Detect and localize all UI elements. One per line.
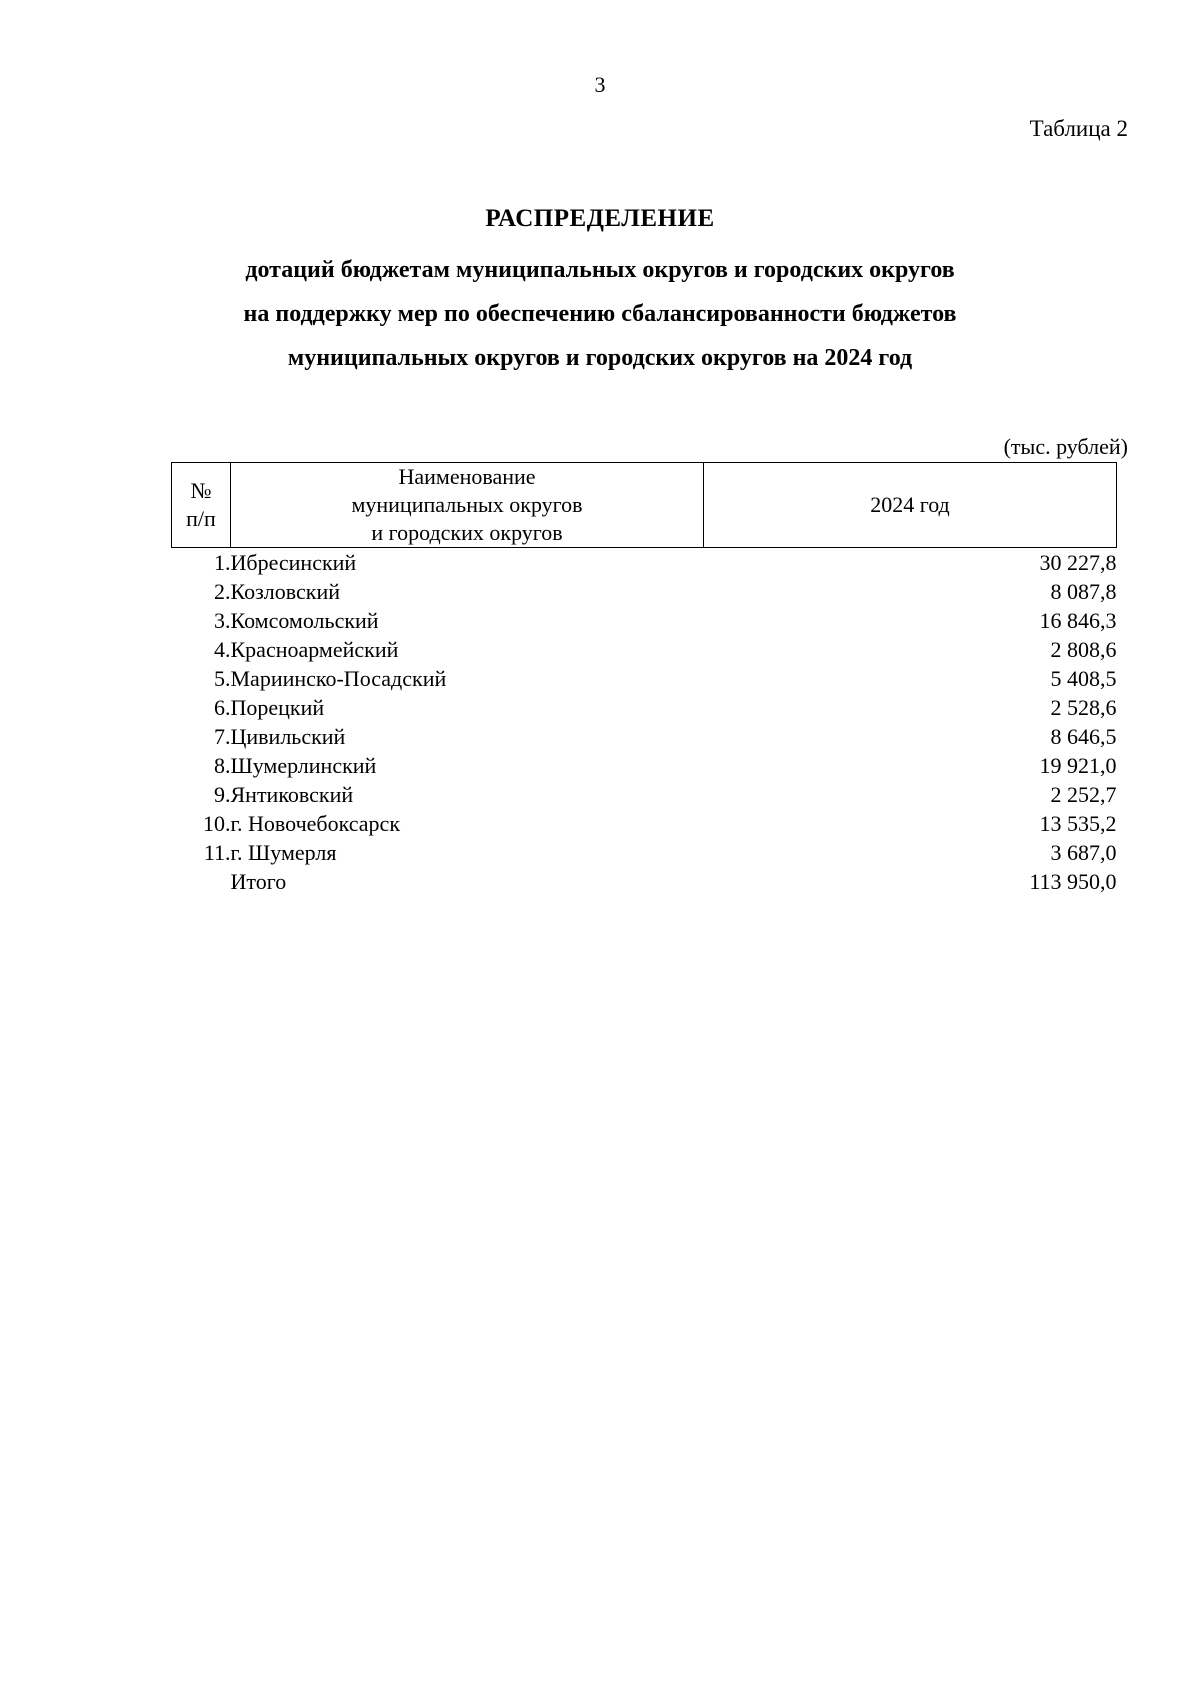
title-line-2: на поддержку мер по обеспечению сбалансированности бюджетов	[243, 301, 957, 327]
row-name: Красноармейский	[230, 637, 399, 662]
row-value: 2 808,6	[1050, 637, 1117, 662]
table-row	[172, 664, 1117, 693]
row-name: Мариинско-Посадский	[230, 666, 447, 691]
row-number: 2.	[214, 579, 231, 604]
row-name: Комсомольский	[230, 608, 379, 633]
row-value: 2 252,7	[1050, 782, 1117, 807]
units-note: (тыс. рублей)	[1003, 434, 1128, 459]
row-value: 8 087,8	[1050, 579, 1117, 604]
document-title	[0, 202, 1200, 380]
table-row	[172, 635, 1117, 664]
row-number: 11.	[203, 840, 231, 865]
total-number	[172, 867, 231, 896]
row-value: 19 921,0	[1039, 753, 1117, 778]
row-number: 3.	[214, 608, 231, 633]
table-row	[172, 693, 1117, 722]
table-header-row	[172, 463, 1117, 548]
table-label: Таблица 2	[1029, 116, 1128, 141]
row-name: Козловский	[230, 579, 341, 604]
table-row	[172, 780, 1117, 809]
row-value: 13 535,2	[1039, 811, 1117, 836]
row-value: 30 227,8	[1039, 550, 1117, 575]
row-number: 4.	[214, 637, 231, 662]
header-name-line-2: муниципальных округов	[351, 492, 583, 517]
header-number-abbr: п/п	[186, 506, 216, 531]
header-number	[172, 463, 231, 548]
row-name: г. Новочебоксарск	[230, 811, 401, 836]
table-row	[172, 838, 1117, 867]
row-number: 8.	[214, 753, 231, 778]
total-label: Итого	[230, 869, 287, 894]
table-row	[172, 548, 1117, 578]
total-value: 113 950,0	[1029, 869, 1117, 894]
row-value: 3 687,0	[1050, 840, 1117, 865]
table-row	[172, 809, 1117, 838]
row-name: Ибресинский	[230, 550, 357, 575]
row-number: 10.	[203, 811, 231, 836]
table-total-row	[172, 867, 1117, 896]
table-row	[172, 606, 1117, 635]
row-number: 7.	[214, 724, 231, 749]
row-number: 1.	[214, 550, 231, 575]
page-number: 3	[594, 72, 606, 97]
header-name-line-1: Наименование	[398, 464, 536, 489]
table-row	[172, 722, 1117, 751]
row-value: 16 846,3	[1039, 608, 1117, 633]
row-number: 6.	[214, 695, 231, 720]
row-value: 2 528,6	[1050, 695, 1117, 720]
title-line-3: муниципальных округов и городских округов на 2024 год	[287, 345, 913, 371]
subsidy-table	[171, 462, 1117, 896]
row-number: 9.	[214, 782, 231, 807]
header-year: 2024 год	[704, 463, 1117, 548]
table-row	[172, 577, 1117, 606]
row-name: Янтиковский	[230, 782, 354, 807]
title-line-1: дотаций бюджетам муниципальных округов и городских округов	[245, 257, 955, 283]
header-name-line-3: и городских округов	[371, 520, 563, 545]
table-row	[172, 751, 1117, 780]
row-name: г. Шумерля	[230, 840, 337, 865]
row-name: Порецкий	[230, 695, 325, 720]
row-number: 5.	[214, 666, 231, 691]
header-number-symbol: №	[190, 478, 212, 503]
row-name: Цивильский	[230, 724, 346, 749]
header-name	[231, 463, 704, 548]
row-name: Шумерлинский	[230, 753, 377, 778]
row-value: 5 408,5	[1050, 666, 1117, 691]
title-main: РАСПРЕДЕЛЕНИЕ	[485, 205, 715, 232]
row-value: 8 646,5	[1050, 724, 1117, 749]
